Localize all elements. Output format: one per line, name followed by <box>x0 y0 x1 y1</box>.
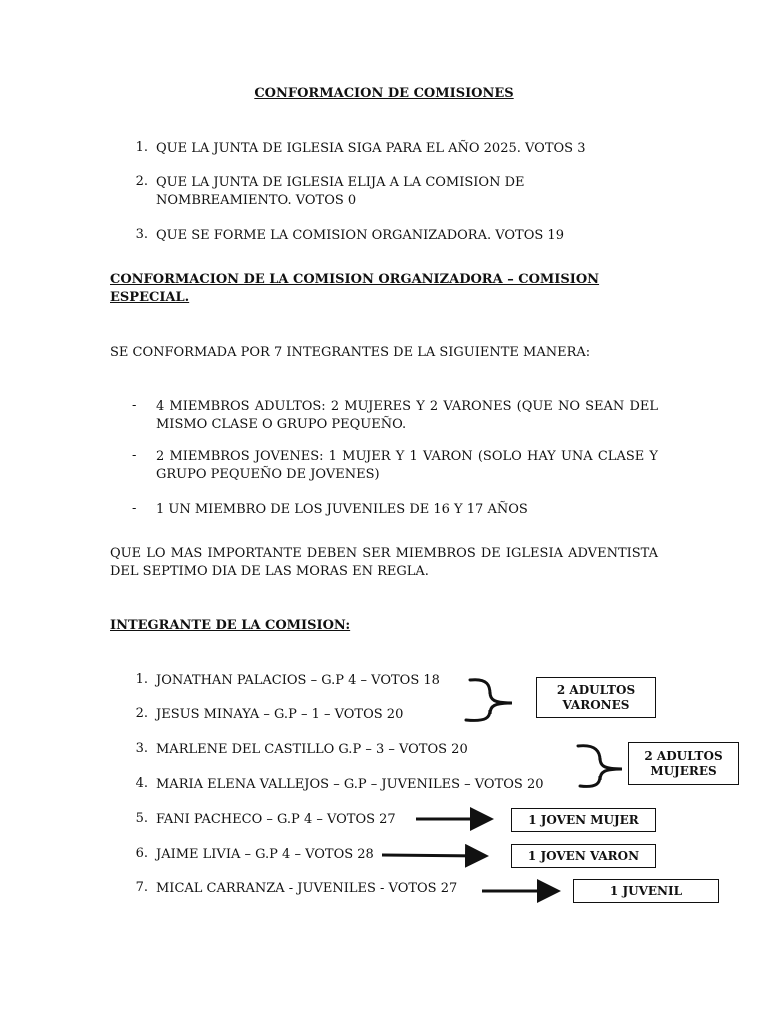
member-item: JONATHAN PALACIOS – G.P 4 – VOTOS 18 <box>156 673 440 688</box>
member-number: 5. <box>135 811 148 826</box>
bullet-item: 4 MIEMBROS ADULTOS: 2 MUJERES Y 2 VARONES (QUE NO SEAN DEL MISMO CLASE O GRUPO PEQUEÑO. <box>156 399 658 432</box>
list-item: QUE SE FORME LA COMISION ORGANIZADORA. VOTOS 19 <box>156 228 564 243</box>
section-heading: CONFORMACION DE LA COMISION ORGANIZADORA – COMISION ESPECIAL. <box>110 272 600 305</box>
list-item: QUE LA JUNTA DE IGLESIA ELIJA A LA COMISION DE NOMBREAMIENTO. VOTOS 0 <box>156 175 525 208</box>
label-box-juvenile: 1 JUVENIL <box>573 879 719 903</box>
bullet-item: 2 MIEMBROS JOVENES: 1 MUJER Y 1 VARON (SOLO HAY UNA CLASE Y GRUPO PEQUEÑO DE JOVENES) <box>156 449 658 482</box>
section-intro: SE CONFORMADA POR 7 INTEGRANTES DE LA SIGUIENTE MANERA: <box>110 345 591 360</box>
member-item: MICAL CARRANZA - JUVENILES - VOTOS 27 <box>156 881 458 896</box>
member-item: MARLENE DEL CASTILLO G.P – 3 – VOTOS 20 <box>156 742 468 757</box>
label-box-young-man: 1 JOVEN VARON <box>511 844 656 868</box>
member-item: JAIME LIVIA – G.P 4 – VOTOS 28 <box>156 847 374 862</box>
brace-icon <box>578 746 622 787</box>
member-item: FANI PACHECO – G.P 4 – VOTOS 27 <box>156 812 396 827</box>
member-number: 4. <box>135 776 148 791</box>
list-number: 2. <box>135 174 148 189</box>
member-number: 1. <box>135 672 148 687</box>
list-item: QUE LA JUNTA DE IGLESIA SIGA PARA EL AÑO 2025. VOTOS 3 <box>156 141 586 156</box>
bullet-item: 1 UN MIEMBRO DE LOS JUVENILES DE 16 Y 17 AÑOS <box>156 502 528 517</box>
label-box-adult-men: 2 ADULTOS VARONES <box>536 677 656 718</box>
brace-icon <box>466 680 512 721</box>
members-heading: INTEGRANTE DE LA COMISION: <box>110 618 351 633</box>
arrow-icon <box>382 855 483 856</box>
document-title: CONFORMACION DE COMISIONES <box>254 86 514 101</box>
bullet-mark: - <box>132 501 137 516</box>
important-note: QUE LO MAS IMPORTANTE DEBEN SER MIEMBROS DE IGLESIA ADVENTISTA DEL SEPTIMO DIA DE LAS MORAS EN REGLA. <box>110 546 658 579</box>
member-number: 3. <box>135 741 148 756</box>
member-number: 2. <box>135 706 148 721</box>
member-number: 6. <box>135 846 148 861</box>
list-number: 3. <box>135 227 148 242</box>
member-item: MARIA ELENA VALLEJOS – G.P – JUVENILES – VOTOS 20 <box>156 777 544 792</box>
label-box-young-woman: 1 JOVEN MUJER <box>511 808 656 832</box>
label-box-adult-women: 2 ADULTOS MUJERES <box>628 742 739 785</box>
member-item: JESUS MINAYA – G.P – 1 – VOTOS 20 <box>156 707 404 722</box>
list-number: 1. <box>135 140 148 155</box>
member-number: 7. <box>135 880 148 895</box>
bullet-mark: - <box>132 398 137 413</box>
bullet-mark: - <box>132 448 137 463</box>
